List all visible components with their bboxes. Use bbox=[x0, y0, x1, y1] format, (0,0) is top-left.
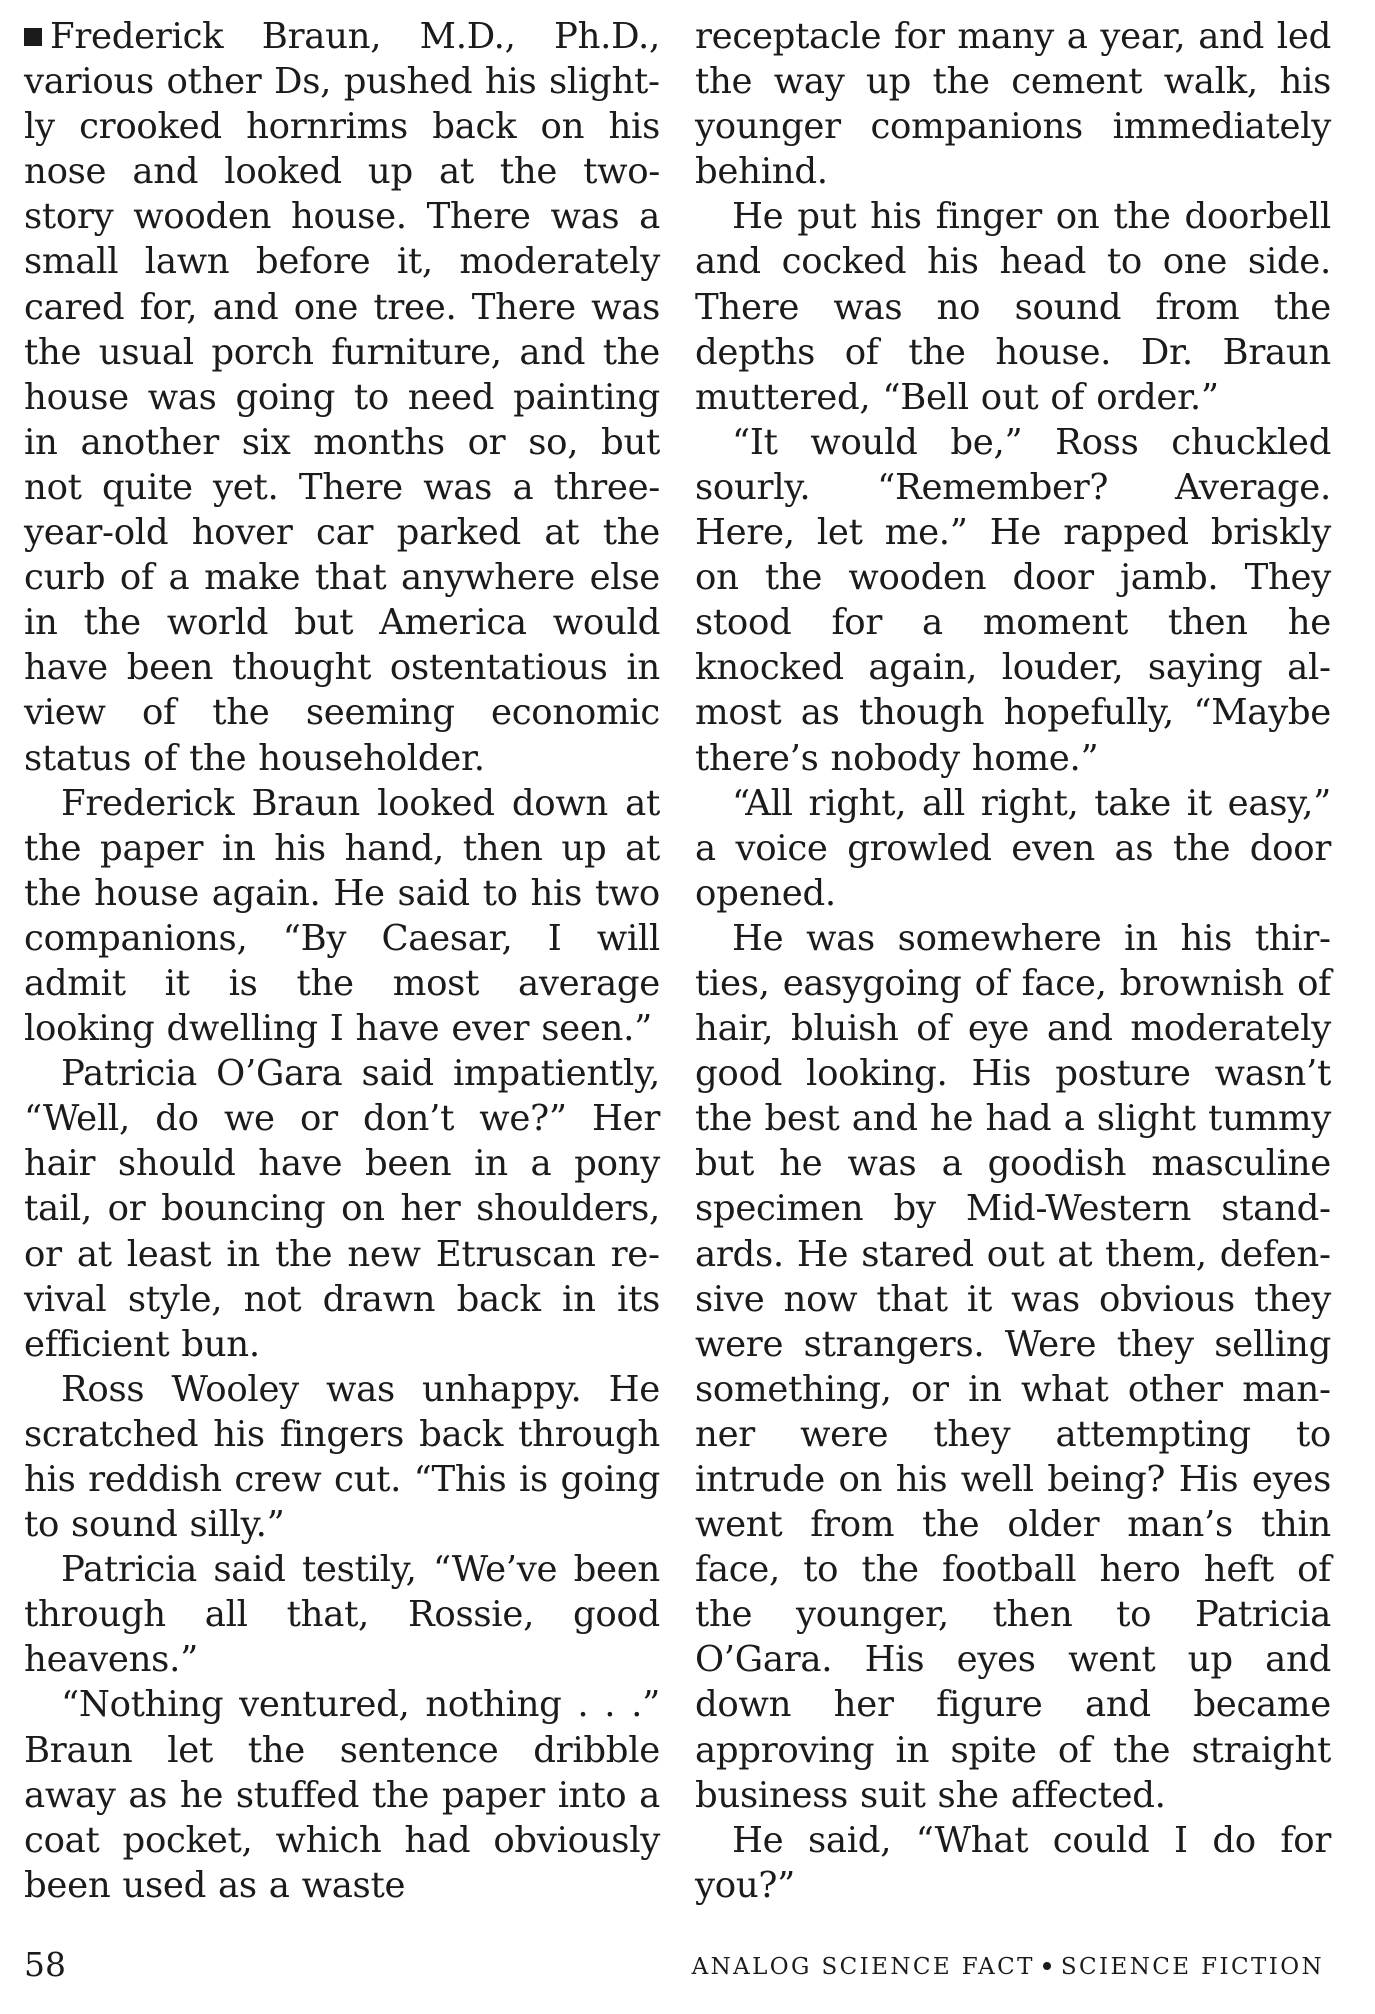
running-head bbox=[692, 1944, 1324, 1990]
text-column-left bbox=[24, 14, 660, 1908]
paragraph: He was somewhere in his thirties, easygoing of face, brownish of hair, bluish of eye and moderately good looking. His posture wasn’t the best and he had a slight tummy but he was a goodish masculine specimen by Mid-Western standards. He stared out at them, defensive now that it was obvious they were strangers. Were they selling something, or in what other manner were they attempting to intrude on his well being? His eyes went from the older man’s thin face, to the football hero heft of the younger, then to Patricia O’Gara. His eyes went up and down her figure and became approving in spite of the straight business suit she affected. bbox=[695, 917, 1331, 1816]
paragraph: Patricia O’Gara said impatiently, “Well, do we or don’t we?” Her hair should have been in a pony tail, or bouncing on her shoulders, or at least in the new Etruscan revival style, not drawn back in its efficient bun. bbox=[24, 1053, 660, 1365]
paragraph: Frederick Braun looked down at the paper in his hand, then up at the house again. He said to his two companions, “By Caesar, I will admit it is the most average looking dwelling I have ever seen.” bbox=[24, 782, 660, 1050]
paragraph: Patricia said testily, “We’ve been through all that, Rossie, good heavens.” bbox=[24, 1549, 660, 1681]
paragraph: receptacle for many a year, and led the way up the cement walk, his younger companions immediately behind. bbox=[695, 16, 1331, 193]
bullet-icon bbox=[1043, 1962, 1051, 1970]
text-column-right bbox=[695, 14, 1331, 1908]
paragraph: He said, “What could I do for you?” bbox=[695, 1819, 1331, 1906]
magazine-title-left: ANALOG SCIENCE FACT bbox=[691, 1954, 1035, 1980]
paragraph-text: Frederick Braun, M.D., Ph.D., various other Ds, pushed his slightly crooked hornrims back on his nose and looked up at the two-story wooden house. There was a small lawn before it, moderately cared for, and one tree. There was the usual porch furniture, and the house was going to need painting in another six months or so, but not quite yet. There was a three-year-old hover car parked at the curb of a make that anywhere else in the world but America would have been thought ostentatious in view of the seeming economic status of the householder. bbox=[24, 16, 660, 779]
paragraph: He put his finger on the doorbell and cocked his head to one side. There was no sound from the depths of the house. Dr. Braun muttered, “Bell out of order.” bbox=[695, 196, 1331, 418]
section-start-square-icon bbox=[24, 28, 42, 46]
paragraph bbox=[24, 14, 660, 781]
paragraph: “All right, all right, take it easy,” a voice growled even as the door opened. bbox=[695, 782, 1331, 914]
page-number: 58 bbox=[24, 1945, 66, 1984]
paragraph: “Nothing ventured, nothing . . .” Braun let the sentence dribble away as he stuffed the paper into a coat pocket, which had obviously been used as a waste bbox=[24, 1684, 660, 1906]
magazine-title-right: SCIENCE FICTION bbox=[1060, 1954, 1324, 1980]
page-footer bbox=[24, 1940, 1324, 1990]
paragraph: Ross Wooley was unhappy. He scratched his fingers back through his reddish crew cut. “This is going to sound silly.” bbox=[24, 1368, 660, 1546]
paragraph: “It would be,” Ross chuckled sourly. “Remember? Average. Here, let me.” He rapped briskly on the wooden door jamb. They stood for a moment then he knocked again, louder, saying almost as though hopefully, “Maybe there’s nobody home.” bbox=[695, 421, 1331, 779]
